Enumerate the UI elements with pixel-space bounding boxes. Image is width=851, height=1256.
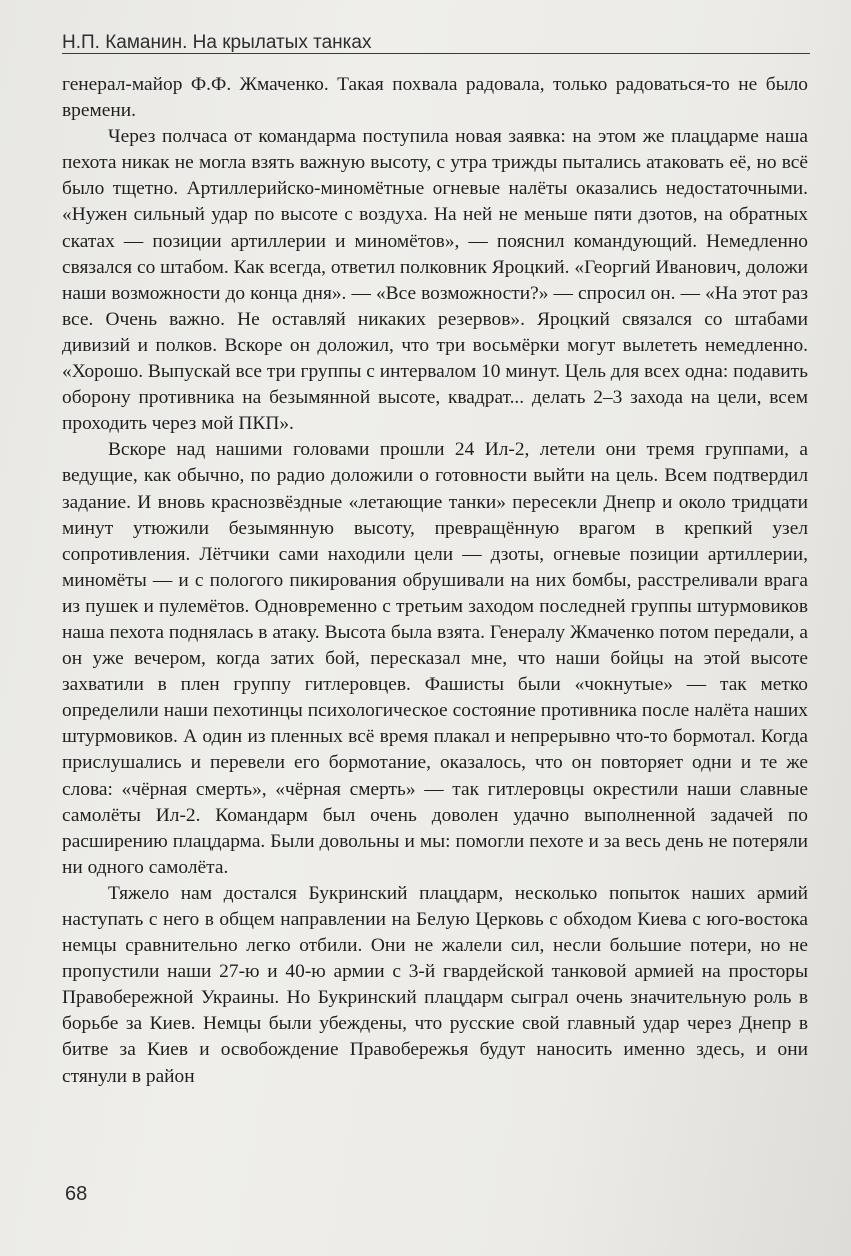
header-rule: [62, 53, 810, 54]
paragraph-1: генерал-майор Ф.Ф. Жмаченко. Такая похвала радовала, только радоваться-то не было времени.: [62, 74, 808, 122]
paragraph-4: Тяжело нам достался Букринский плацдарм, несколько попыток наших армий наступать с него в общем направлении на Белую Церковь с обходом Киева с юго-востока немцы сравнительно легко отбили. Они не жалели сил, несли большие потери, но не пропустили наши 27-ю и 40-ю армии с 3-й гвардейской танковой армией на просторы Правобережной Украины. Но Букринский плацдарм сыграл очень значительную роль в борьбе за Киев. Немцы были убеждены, что русские свой главный удар через Днепр в битве за Киев и освобождение Правобережья будут наносить именно здесь, и они стянули в район: [62, 882, 808, 1087]
page-number: 68: [65, 1183, 88, 1205]
paragraph-2: Через полчаса от командарма поступила новая заявка: на этом же плацдарме наша пехота никак не могла взять важную высоту, с утра трижды пытались атаковать её, но всё было тщетно. Артиллерийско-миномётные огневые налёты оказались недостаточными. «Нужен сильный удар по высоте с воздуха. На ней не меньше пяти дзотов, на обратных скатах — позиции артиллерии и миномётов», — пояснил командующий. Немедленно связался со штабом. Как всегда, ответил полковник Яроцкий. «Георгий Иванович, доложи наши возможности до конца дня». — «Все возможности?» — спросил он. — «На этот раз все. Очень важно. Не оставляй никаких резервов». Яроцкий связался со штабами дивизий и полков. Вскоре он доложил, что три восьмёрки могут вылететь немедленно. «Хорошо. Выпускай все три группы с интервалом 10 минут. Цель для всех одна: подавить оборону противника на безымянной высоте, квадрат... делать 2–3 захода на цели, всем проходить через мой ПКП».: [62, 126, 808, 435]
paragraph-3: Вскоре над нашими головами прошли 24 Ил-2, летели они тремя группами, а ведущие, как обычно, по радио доложили о готовности выйти на цель. Всем подтвердил задание. И вновь краснозвёздные «летающие танки» пересекли Днепр и около тридцати минут утюжили безымянную высоту, превращённую врагом в крепкий узел сопротивления. Лётчики сами находили цели — дзоты, огневые позиции артиллерии, миномёты — и с пологого пикирования обрушивали на них бомбы, расстреливали врага из пушек и пулемётов. Одновременно с третьим заходом последней группы штурмовиков наша пехота поднялась в атаку. Высота была взята. Генералу Жмаченко потом передали, а он уже вечером, когда затих бой, пересказал мне, что наши бойцы на этой высоте захватили в плен группу гитлеровцев. Фашисты были «чокнутые» — так метко определили наши пехотинцы психологическое состояние противника после налёта наших штурмовиков. А один из пленных всё время плакал и непрерывно что-то бормотал. Когда прислушались и перевели его бормотание, оказалось, что он повторяет одни и те же слова: «чёрная смерть», «чёрная смерть» — так гитлеровцы окрестили наши славные самолёты Ил-2. Командарм был очень доволен удачно выполненной задачей по расширению плацдарма. Были довольны и мы: помогли пехоте и за весь день не потеряли ни одного самолёта.: [62, 439, 808, 878]
running-head: Н.П. Каманин. На крылатых танках: [62, 32, 372, 53]
body-text: [62, 72, 808, 1090]
